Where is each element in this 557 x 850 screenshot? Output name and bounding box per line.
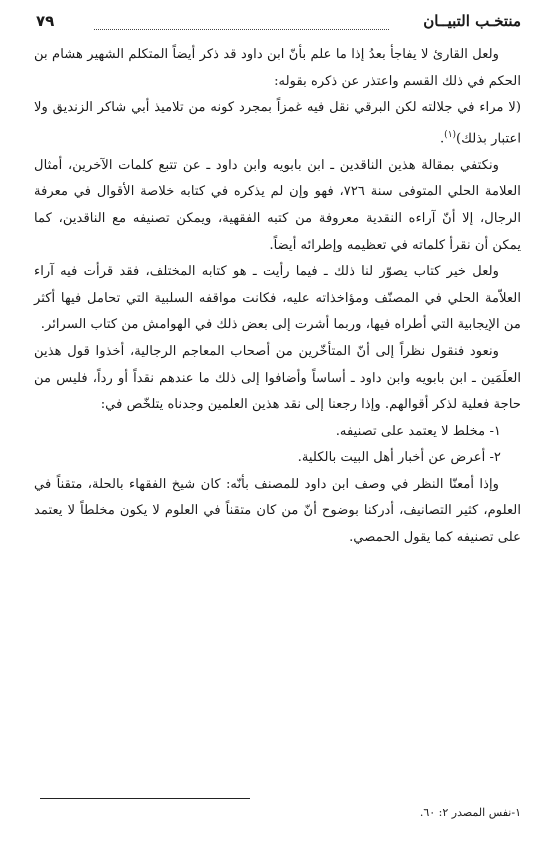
list-item: ٢- أعرض عن أخبار أهل البيت بالكلية. (297, 450, 501, 466)
header-dotted-leader (94, 29, 389, 30)
main-text (34, 42, 521, 552)
header-title: منتخـب التبيــان (423, 12, 521, 30)
page-number: ٧٩ (36, 12, 55, 30)
paragraph: ولعل خير كتاب يصوّر لنا ذلك ـ فيما رأيت ـ هو كتابه المختلف، فقد قرأت فيه آراء العلاّمة الحلي في المصنّف ومؤاخذاته عليه، فكانت مواقفه السلبية التي تحامل فيها أكثر من الإيجابية التي أطراه فيها، وربما أشرت إلى بعض ذلك في الهوامش من كتاب السرائر. (34, 264, 521, 333)
footnote: ١-نفس المصدر ٢: ٦٠. (419, 806, 521, 819)
quotation-paragraph: (لا مراء في جلالته لكن البرقي نقل فيه غمزاً بمجرد كونه من تلاميذ أبي شاكر الزنديق ولا اعتبار بذلك)$^{(١)}$. (34, 100, 521, 147)
running-header (36, 12, 521, 36)
list-item: ١- مخلط لا يعتمد على تصنيفه. (335, 423, 501, 439)
paragraph: ونكتفي بمقالة هذين الناقدين ـ ابن بابويه وابن داود ـ عن تتبع كلمات الآخرين، أمثال العلامة الحلي المتوفى سنة ٧٢٦، فهو وإن لم يذكره في كتابه خلاصة الأقوال في معرفة الرجال، إلا أنّ آراءه النقدية معروفة من كتبه الفقهية، ويمكن تصنيفه مع الناقدين، كما يمكن أن نقرأ كلماته في تعظيمه وإطرائه أيضاً. (34, 157, 521, 253)
paragraph: ولعل القارئ لا يفاجأ بعدُ إذا ما علم بأنّ ابن داود قد ذكر أيضاً المتكلم الشهير هشام بن الحكم في ذلك القسم واعتذر عن ذكره بقوله: (34, 47, 521, 89)
footnote-separator (40, 798, 250, 799)
paragraph: وإذا أمعنّا النظر في وصف ابن داود للمصنف بأنّه: كان شيخ الفقهاء بالحلة، متقناً في العلوم، كثير التصانيف، أدركنا بوضوح أنّ من كان متقناً في العلوم لا يكون مخلطاً لا يعتمد على تصنيفه كما يقول الحمصي. (34, 476, 521, 546)
footnote-reference: (١) (444, 129, 457, 140)
quotation-text: (لا مراء في جلالته لكن البرقي نقل فيه غمزاً بمجرد كونه من تلاميذ أبي شاكر الزنديق ولا اعتبار بذلك) (34, 100, 521, 147)
paragraph: ونعود فنقول نظراً إلى أنّ المتأخّرين من أصحاب المعاجم الرجالية، أخذوا قول هذين العلَمَين ـ ابن بابويه وابن داود ـ أساساً وأضافوا إلى ذلك ما عندهم نقداً أو رداً، فليس من حاجة فعلية لذكر أقوالهم. وإذا رجعنا إلى نقد هذين العلمين وجدناه يتلخّص في: (34, 343, 521, 413)
